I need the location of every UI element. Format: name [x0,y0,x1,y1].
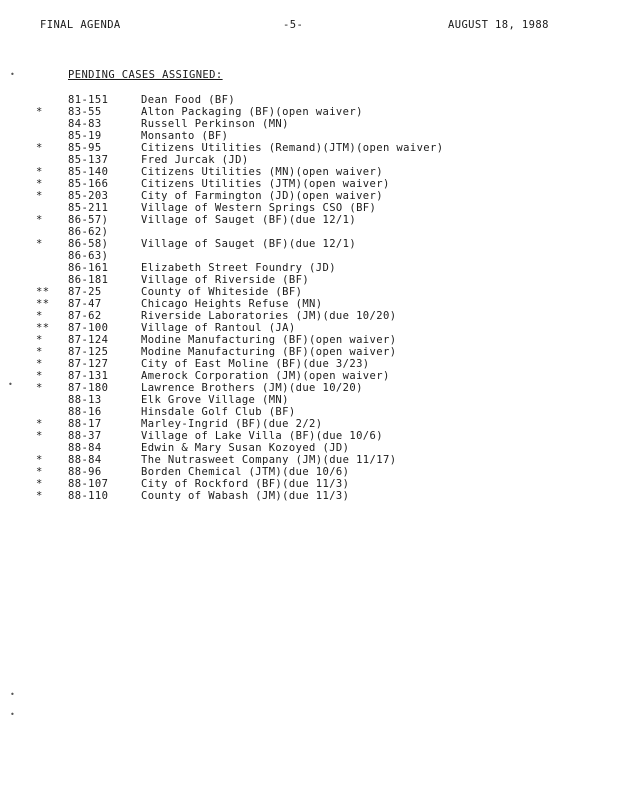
case-number: 85-140 [68,166,109,178]
case-row [0,250,618,262]
case-description: Marley-Ingrid (BF)(due 2/2) [141,418,323,430]
case-description: City of East Moline (BF)(due 3/23) [141,358,370,370]
case-description: Dean Food (BF) [141,94,236,106]
case-description: The Nutrasweet Company (JM)(due 11/17) [141,454,397,466]
case-marker: * [36,490,43,502]
case-row [0,490,618,502]
case-marker: * [36,334,43,346]
case-marker: * [36,178,43,190]
case-number: 88-84 [68,442,102,454]
case-marker: * [36,166,43,178]
case-number: 88-96 [68,466,102,478]
scan-speck: • [10,690,15,699]
case-description: County of Wabash (JM)(due 11/3) [141,490,350,502]
case-number: 88-17 [68,418,102,430]
case-number: 85-19 [68,130,102,142]
case-row [0,238,618,250]
case-description: Lawrence Brothers (JM)(due 10/20) [141,382,363,394]
case-number: 83-55 [68,106,102,118]
case-row [0,322,618,334]
case-number: 86-62) [68,226,109,238]
case-number: 87-100 [68,322,109,334]
case-description: County of Whiteside (BF) [141,286,303,298]
case-description: Edwin & Mary Susan Kozoyed (JD) [141,442,350,454]
case-number: 86-63) [68,250,109,262]
case-row [0,202,618,214]
header-title: FINAL AGENDA [40,19,121,31]
case-row [0,166,618,178]
case-description: Elizabeth Street Foundry (JD) [141,262,336,274]
case-row [0,262,618,274]
case-row [0,346,618,358]
case-marker: ** [36,286,50,298]
case-row [0,274,618,286]
case-marker: * [36,430,43,442]
section-title: PENDING CASES ASSIGNED: [68,69,223,81]
case-description: Village of Riverside (BF) [141,274,310,286]
case-description: Amerock Corporation (JM)(open waiver) [141,370,390,382]
case-description: Alton Packaging (BF)(open waiver) [141,106,363,118]
case-row [0,334,618,346]
case-row [0,430,618,442]
scan-speck: • [8,380,13,389]
case-marker: * [36,238,43,250]
case-description: Modine Manufacturing (BF)(open waiver) [141,346,397,358]
case-marker: * [36,106,43,118]
case-number: 87-62 [68,310,102,322]
case-number: 86-57) [68,214,109,226]
case-row [0,142,618,154]
case-marker: * [36,454,43,466]
case-number: 86-181 [68,274,109,286]
case-number: 88-110 [68,490,109,502]
case-marker: * [36,478,43,490]
case-description: Russell Perkinson (MN) [141,118,289,130]
case-number: 85-95 [68,142,102,154]
case-marker: * [36,190,43,202]
case-description: Citizens Utilities (Remand)(JTM)(open waiver) [141,142,444,154]
case-number: 86-161 [68,262,109,274]
case-row [0,310,618,322]
case-row [0,406,618,418]
case-description: Hinsdale Golf Club (BF) [141,406,296,418]
case-row [0,478,618,490]
case-number: 86-58) [68,238,109,250]
case-number: 87-127 [68,358,109,370]
case-marker: * [36,418,43,430]
case-row [0,178,618,190]
case-description: Village of Sauget (BF)(due 12/1) [141,238,357,250]
case-number: 87-25 [68,286,102,298]
header-date: AUGUST 18, 1988 [448,19,549,31]
case-description: Village of Sauget (BF)(due 12/1) [141,214,357,226]
case-description: City of Rockford (BF)(due 11/3) [141,478,350,490]
case-row [0,106,618,118]
case-marker: * [36,382,43,394]
case-marker: * [36,466,43,478]
case-row [0,298,618,310]
case-description: Citizens Utilities (MN)(open waiver) [141,166,383,178]
case-description: Monsanto (BF) [141,130,229,142]
case-number: 87-47 [68,298,102,310]
case-number: 84-83 [68,118,102,130]
case-row [0,382,618,394]
case-number: 85-166 [68,178,109,190]
page-number: -5- [283,19,304,31]
case-description: Borden Chemical (JTM)(due 10/6) [141,466,350,478]
case-marker: * [36,358,43,370]
case-number: 88-13 [68,394,102,406]
case-number: 88-84 [68,454,102,466]
case-list [0,94,618,502]
case-row [0,214,618,226]
case-number: 81-151 [68,94,109,106]
case-row [0,130,618,142]
case-row [0,154,618,166]
case-row [0,94,618,106]
case-number: 85-203 [68,190,109,202]
case-row [0,190,618,202]
case-row [0,286,618,298]
case-description: Chicago Heights Refuse (MN) [141,298,323,310]
case-number: 85-211 [68,202,109,214]
case-number: 88-107 [68,478,109,490]
case-number: 88-37 [68,430,102,442]
case-description: Village of Western Springs CSO (BF) [141,202,377,214]
scan-speck: • [10,70,15,79]
case-row [0,358,618,370]
case-description: Village of Rantoul (JA) [141,322,296,334]
case-number: 87-124 [68,334,109,346]
case-row [0,370,618,382]
case-row [0,118,618,130]
case-marker: * [36,142,43,154]
case-marker: * [36,214,43,226]
case-description: Citizens Utilities (JTM)(open waiver) [141,178,390,190]
case-description: Village of Lake Villa (BF)(due 10/6) [141,430,383,442]
case-description: Fred Jurcak (JD) [141,154,249,166]
case-number: 87-180 [68,382,109,394]
case-marker: ** [36,298,50,310]
case-marker: * [36,310,43,322]
case-description: Modine Manufacturing (BF)(open waiver) [141,334,397,346]
scan-speck: • [10,710,15,719]
case-row [0,442,618,454]
case-number: 87-131 [68,370,109,382]
case-row [0,418,618,430]
case-marker: * [36,346,43,358]
case-row [0,466,618,478]
case-marker: ** [36,322,50,334]
case-number: 85-137 [68,154,109,166]
case-row [0,454,618,466]
case-marker: * [36,370,43,382]
case-row [0,226,618,238]
case-description: Riverside Laboratories (JM)(due 10/20) [141,310,397,322]
case-description: City of Farmington (JD)(open waiver) [141,190,383,202]
case-number: 87-125 [68,346,109,358]
case-row [0,394,618,406]
case-number: 88-16 [68,406,102,418]
case-description: Elk Grove Village (MN) [141,394,289,406]
